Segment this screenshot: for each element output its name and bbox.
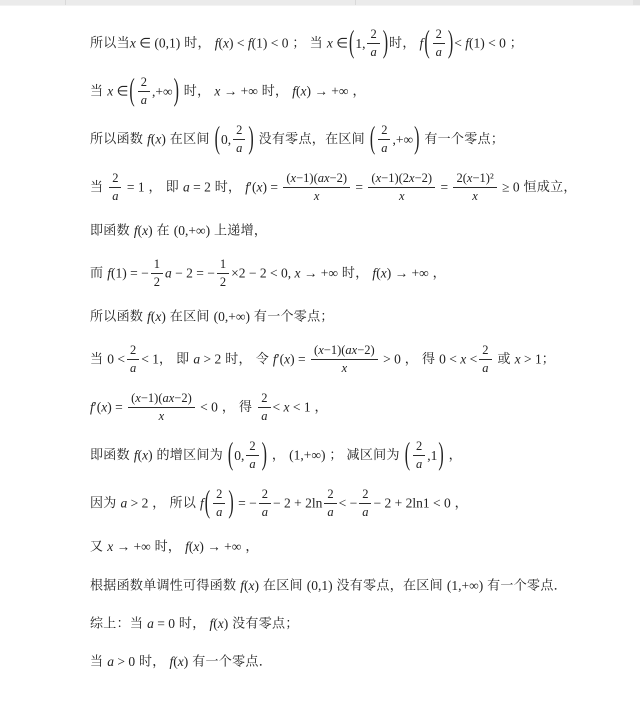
fraction-numerator: 2 <box>259 487 271 504</box>
chinese-text: 时， <box>135 653 170 669</box>
paren-group <box>227 439 268 472</box>
text-line-5 <box>90 219 622 242</box>
chinese-text: 时， <box>180 35 215 51</box>
fraction-numerator: 2 <box>127 343 139 360</box>
fraction-denominator: a <box>362 505 369 520</box>
fraction-numerator: (x−1)(ax−2) <box>311 343 378 360</box>
fraction-denominator: a <box>370 45 377 59</box>
chinese-text: 没有零点，在区间 <box>254 131 369 147</box>
fraction <box>413 439 425 472</box>
fraction-denominator: a <box>112 189 119 203</box>
fraction-numerator: 2 <box>109 171 121 188</box>
math-run: f <box>419 35 424 51</box>
paren-group <box>369 123 421 156</box>
chinese-text: 当 <box>90 83 108 99</box>
fraction-numerator: 2 <box>413 439 425 456</box>
math-run: f(x) <box>147 131 166 147</box>
chinese-text: ， <box>310 399 328 415</box>
math-run: < 1 <box>141 352 159 368</box>
fraction-denominator: a <box>216 505 223 520</box>
chinese-text: 当 <box>90 351 108 367</box>
chinese-text: ， <box>241 538 259 554</box>
text-line-13 <box>90 574 622 597</box>
topbar-end-segment <box>633 0 640 5</box>
chinese-text: 有一个零点． <box>483 576 567 592</box>
fraction-numerator: 2 <box>213 487 225 504</box>
paren-group <box>404 439 445 472</box>
chinese-text: 当 <box>90 179 108 195</box>
fraction <box>324 487 336 520</box>
close-paren-icon: ) <box>228 487 234 521</box>
math-run: ≥ 0 <box>502 179 520 195</box>
chinese-text: 有一个零点． <box>188 653 273 669</box>
chinese-text: 当 <box>90 653 108 669</box>
fraction-numerator: 2 <box>378 123 390 140</box>
fraction <box>378 123 390 156</box>
math-run: 0, <box>220 131 232 147</box>
math-run: ×2 − 2 < 0, x → +∞ <box>231 265 338 281</box>
math-run: x ∈ <box>107 83 129 99</box>
fraction-numerator: 2 <box>233 123 245 140</box>
math-run: ,+∞ <box>151 83 173 99</box>
text-line-7 <box>90 305 622 328</box>
paren-group <box>214 123 255 156</box>
math-run: < − <box>338 496 358 512</box>
fraction-numerator: 2 <box>359 487 371 504</box>
chinese-text: 所以当 <box>90 35 130 51</box>
fraction <box>258 391 270 424</box>
fraction-numerator: 2 <box>367 27 379 44</box>
fraction-numerator: 2 <box>433 27 445 44</box>
math-run: f(x) < f(1) < 0 <box>214 35 289 51</box>
fraction <box>359 487 371 520</box>
math-run: = <box>440 179 449 195</box>
fraction-denominator: a <box>381 141 388 155</box>
math-run: 1, <box>355 35 366 51</box>
chinese-text: 时， <box>179 83 215 99</box>
chinese-text: 时， <box>175 615 210 631</box>
fraction-numerator: 1 <box>217 257 229 274</box>
fraction <box>479 343 491 376</box>
math-run: (0,1) <box>306 577 333 593</box>
fraction-numerator: (x−1)(ax−2) <box>128 391 195 408</box>
open-paren-icon: ( <box>424 26 430 60</box>
math-run: a > 0 <box>107 653 136 669</box>
math-document <box>0 6 640 673</box>
open-paren-icon: ( <box>129 74 135 108</box>
chinese-text: 有一个零点； <box>250 308 334 324</box>
math-run: (1,+∞) <box>289 448 326 464</box>
fraction-denominator: 2 <box>219 275 227 290</box>
chinese-text: 而 <box>90 265 108 281</box>
chinese-text: ， <box>428 265 446 281</box>
fraction <box>368 171 435 204</box>
fraction-denominator: a <box>261 505 268 520</box>
fraction-denominator: a <box>482 361 489 376</box>
math-run: a > 2 <box>120 496 149 512</box>
math-run: f′(x) = <box>90 400 123 416</box>
fraction <box>233 123 245 156</box>
fraction-numerator: (x−1)(ax−2) <box>283 171 350 188</box>
fraction-numerator: 2 <box>246 439 258 456</box>
fraction-denominator: a <box>261 409 268 424</box>
fraction-numerator: (x−1)(2x−2) <box>368 171 435 188</box>
fraction-denominator: a <box>129 361 137 376</box>
math-run: x → +∞ <box>214 83 258 99</box>
open-paren-icon: ( <box>204 487 211 521</box>
paren-group <box>423 27 454 60</box>
paren-group <box>204 487 235 520</box>
close-paren-icon: ) <box>261 439 267 473</box>
chinese-text: ； 当 <box>288 35 327 51</box>
fraction <box>138 75 150 108</box>
math-run: = 1 <box>126 179 145 195</box>
math-run: (1,+∞) <box>446 577 484 593</box>
text-line-12 <box>90 535 622 558</box>
math-run: > 0 <box>383 352 401 368</box>
math-run: − 2 + 2ln <box>272 496 323 512</box>
fraction-denominator: a <box>249 457 256 472</box>
text-line-3 <box>90 123 622 156</box>
chinese-text: ， <box>444 447 462 463</box>
fraction-numerator: 2 <box>138 75 150 92</box>
fraction <box>246 439 258 472</box>
close-paren-icon: ) <box>438 439 444 473</box>
chinese-text: 在区间 <box>258 576 307 592</box>
window-top-edge <box>0 0 640 6</box>
chinese-text: ； <box>541 351 556 367</box>
math-run: 0 < <box>107 352 125 368</box>
chinese-text: 又 <box>90 538 108 554</box>
fraction-numerator: 2(x−1)² <box>453 171 496 188</box>
fraction-denominator: a <box>327 505 334 520</box>
fraction-denominator: a <box>140 93 147 107</box>
math-run: f(x) <box>240 577 259 593</box>
open-paren-icon: ( <box>227 439 234 473</box>
text-line-8 <box>90 343 622 376</box>
fraction <box>128 391 195 424</box>
text-line-11 <box>90 487 622 520</box>
chinese-text: 根据函数单调性可得函数 <box>90 576 241 592</box>
topbar-divider <box>355 0 356 5</box>
fraction <box>109 171 121 204</box>
fraction <box>151 257 163 290</box>
chinese-text: ， 所以 <box>148 495 201 511</box>
text-line-15 <box>90 650 622 673</box>
text-line-9 <box>90 391 622 424</box>
chinese-text: 没有零点，在区间 <box>332 576 447 592</box>
fraction-numerator: 2 <box>324 487 336 504</box>
chinese-text: 或 <box>493 351 515 367</box>
chinese-text: 所以函数 <box>90 131 148 147</box>
chinese-text: ； <box>505 35 524 51</box>
math-run: f(x) <box>147 309 166 325</box>
fraction-numerator: 2 <box>479 343 491 360</box>
math-run: f′(x) = <box>245 179 278 195</box>
fraction <box>311 343 378 376</box>
chinese-text: 的增区间为 <box>152 447 227 463</box>
math-run: f(x) → +∞ <box>372 265 429 281</box>
chinese-text: 没有零点； <box>228 615 299 631</box>
chinese-text: 所以函数 <box>90 308 148 324</box>
math-run: = <box>355 179 364 195</box>
fraction-denominator: a <box>435 45 442 59</box>
chinese-text: 在区间 <box>165 131 214 147</box>
open-paren-icon: ( <box>214 122 220 156</box>
text-line-10 <box>90 439 622 472</box>
chinese-text: ， 得 <box>217 399 257 415</box>
math-run: (0,+∞) <box>213 309 250 325</box>
math-run: f(x) <box>133 222 153 238</box>
math-run: < x < 1 <box>272 400 311 416</box>
math-run: x → +∞ <box>107 539 151 555</box>
fraction-denominator: a <box>416 457 423 472</box>
fraction-denominator: x <box>341 361 348 376</box>
fraction-denominator: a <box>236 141 243 155</box>
chinese-text: 即函数 <box>90 447 134 463</box>
fraction-denominator: x <box>313 189 320 203</box>
text-line-1 <box>90 27 622 60</box>
paren-group <box>348 27 389 60</box>
fraction-denominator: 2 <box>153 275 160 290</box>
chinese-text: ， <box>348 83 366 99</box>
close-paren-icon: ) <box>248 122 254 156</box>
chinese-text: ， <box>267 447 290 463</box>
math-run: x > 1 <box>514 352 542 368</box>
math-run: f′(x) = <box>272 352 306 368</box>
math-run: f(1) = − <box>107 265 149 281</box>
chinese-text: 时， 令 <box>221 351 273 367</box>
math-run: 0, <box>234 448 245 464</box>
chinese-text: ， <box>450 495 468 511</box>
open-paren-icon: ( <box>404 439 411 473</box>
fraction <box>259 487 271 520</box>
fraction <box>127 343 139 376</box>
fraction-denominator: x <box>472 189 478 203</box>
math-run: f <box>200 496 204 512</box>
text-line-2 <box>90 75 622 108</box>
fraction <box>433 27 445 60</box>
chinese-text: 时， <box>210 179 246 195</box>
math-run: f(x) <box>133 448 153 464</box>
text-line-14 <box>90 612 622 635</box>
chinese-text: ， 得 <box>400 351 440 367</box>
chinese-text: 有一个零点； <box>420 131 505 147</box>
fraction <box>283 171 350 204</box>
math-run: (0,+∞) <box>173 222 211 238</box>
close-paren-icon: ) <box>382 26 389 60</box>
fraction-numerator: 2 <box>258 391 270 408</box>
math-run: f(x) <box>169 653 189 669</box>
text-line-6 <box>90 257 622 290</box>
open-paren-icon: ( <box>369 122 376 156</box>
text-line-4 <box>90 171 622 204</box>
math-run: x ∈ <box>326 35 348 51</box>
chinese-text: ； 减区间为 <box>325 447 404 463</box>
paren-group <box>128 75 180 108</box>
chinese-text: 即函数 <box>90 222 134 238</box>
fraction <box>213 487 225 520</box>
chinese-text: 时， <box>150 538 186 554</box>
chinese-text: ， 即 <box>158 351 194 367</box>
close-paren-icon: ) <box>414 122 420 156</box>
open-paren-icon: ( <box>349 26 355 60</box>
math-run: 0 < x < <box>439 352 478 368</box>
fraction-numerator: 1 <box>151 257 163 274</box>
math-run: a − 2 = − <box>164 265 215 281</box>
fraction <box>217 257 229 290</box>
fraction <box>367 27 379 60</box>
math-run: − 2 + 2ln1 < 0 <box>373 496 451 512</box>
math-run: f(x) → +∞ <box>292 83 349 99</box>
chinese-text: 时， <box>389 35 420 51</box>
fraction <box>453 171 496 204</box>
fraction-denominator: x <box>398 189 405 203</box>
fraction-denominator: x <box>158 409 165 424</box>
math-run: a > 2 <box>193 352 222 368</box>
chinese-text: 综上：当 <box>90 615 148 631</box>
chinese-text: 恒成立， <box>519 179 577 195</box>
chinese-text: 时， <box>337 265 373 281</box>
math-run: = − <box>238 496 257 512</box>
math-run: ,+∞ <box>392 131 414 147</box>
math-run: a = 0 <box>147 615 175 631</box>
math-run: < f(1) < 0 <box>454 35 506 51</box>
math-run: < 0 <box>200 400 218 416</box>
chinese-text: 上递增， <box>210 222 268 238</box>
chinese-text: 因为 <box>90 495 121 511</box>
chinese-text: 时， <box>257 83 293 99</box>
chinese-text: 在 <box>152 222 174 238</box>
math-run: ,1 <box>427 448 438 464</box>
math-run: f(x) <box>209 615 229 631</box>
chinese-text: ， 即 <box>144 179 183 195</box>
close-paren-icon: ) <box>173 74 179 108</box>
math-run: f(x) → +∞ <box>185 539 242 555</box>
math-run: a = 2 <box>182 179 211 195</box>
math-run: x ∈ (0,1) <box>129 35 181 51</box>
chinese-text: 在区间 <box>165 308 214 324</box>
close-paren-icon: ) <box>447 26 454 60</box>
topbar-divider <box>65 0 66 5</box>
